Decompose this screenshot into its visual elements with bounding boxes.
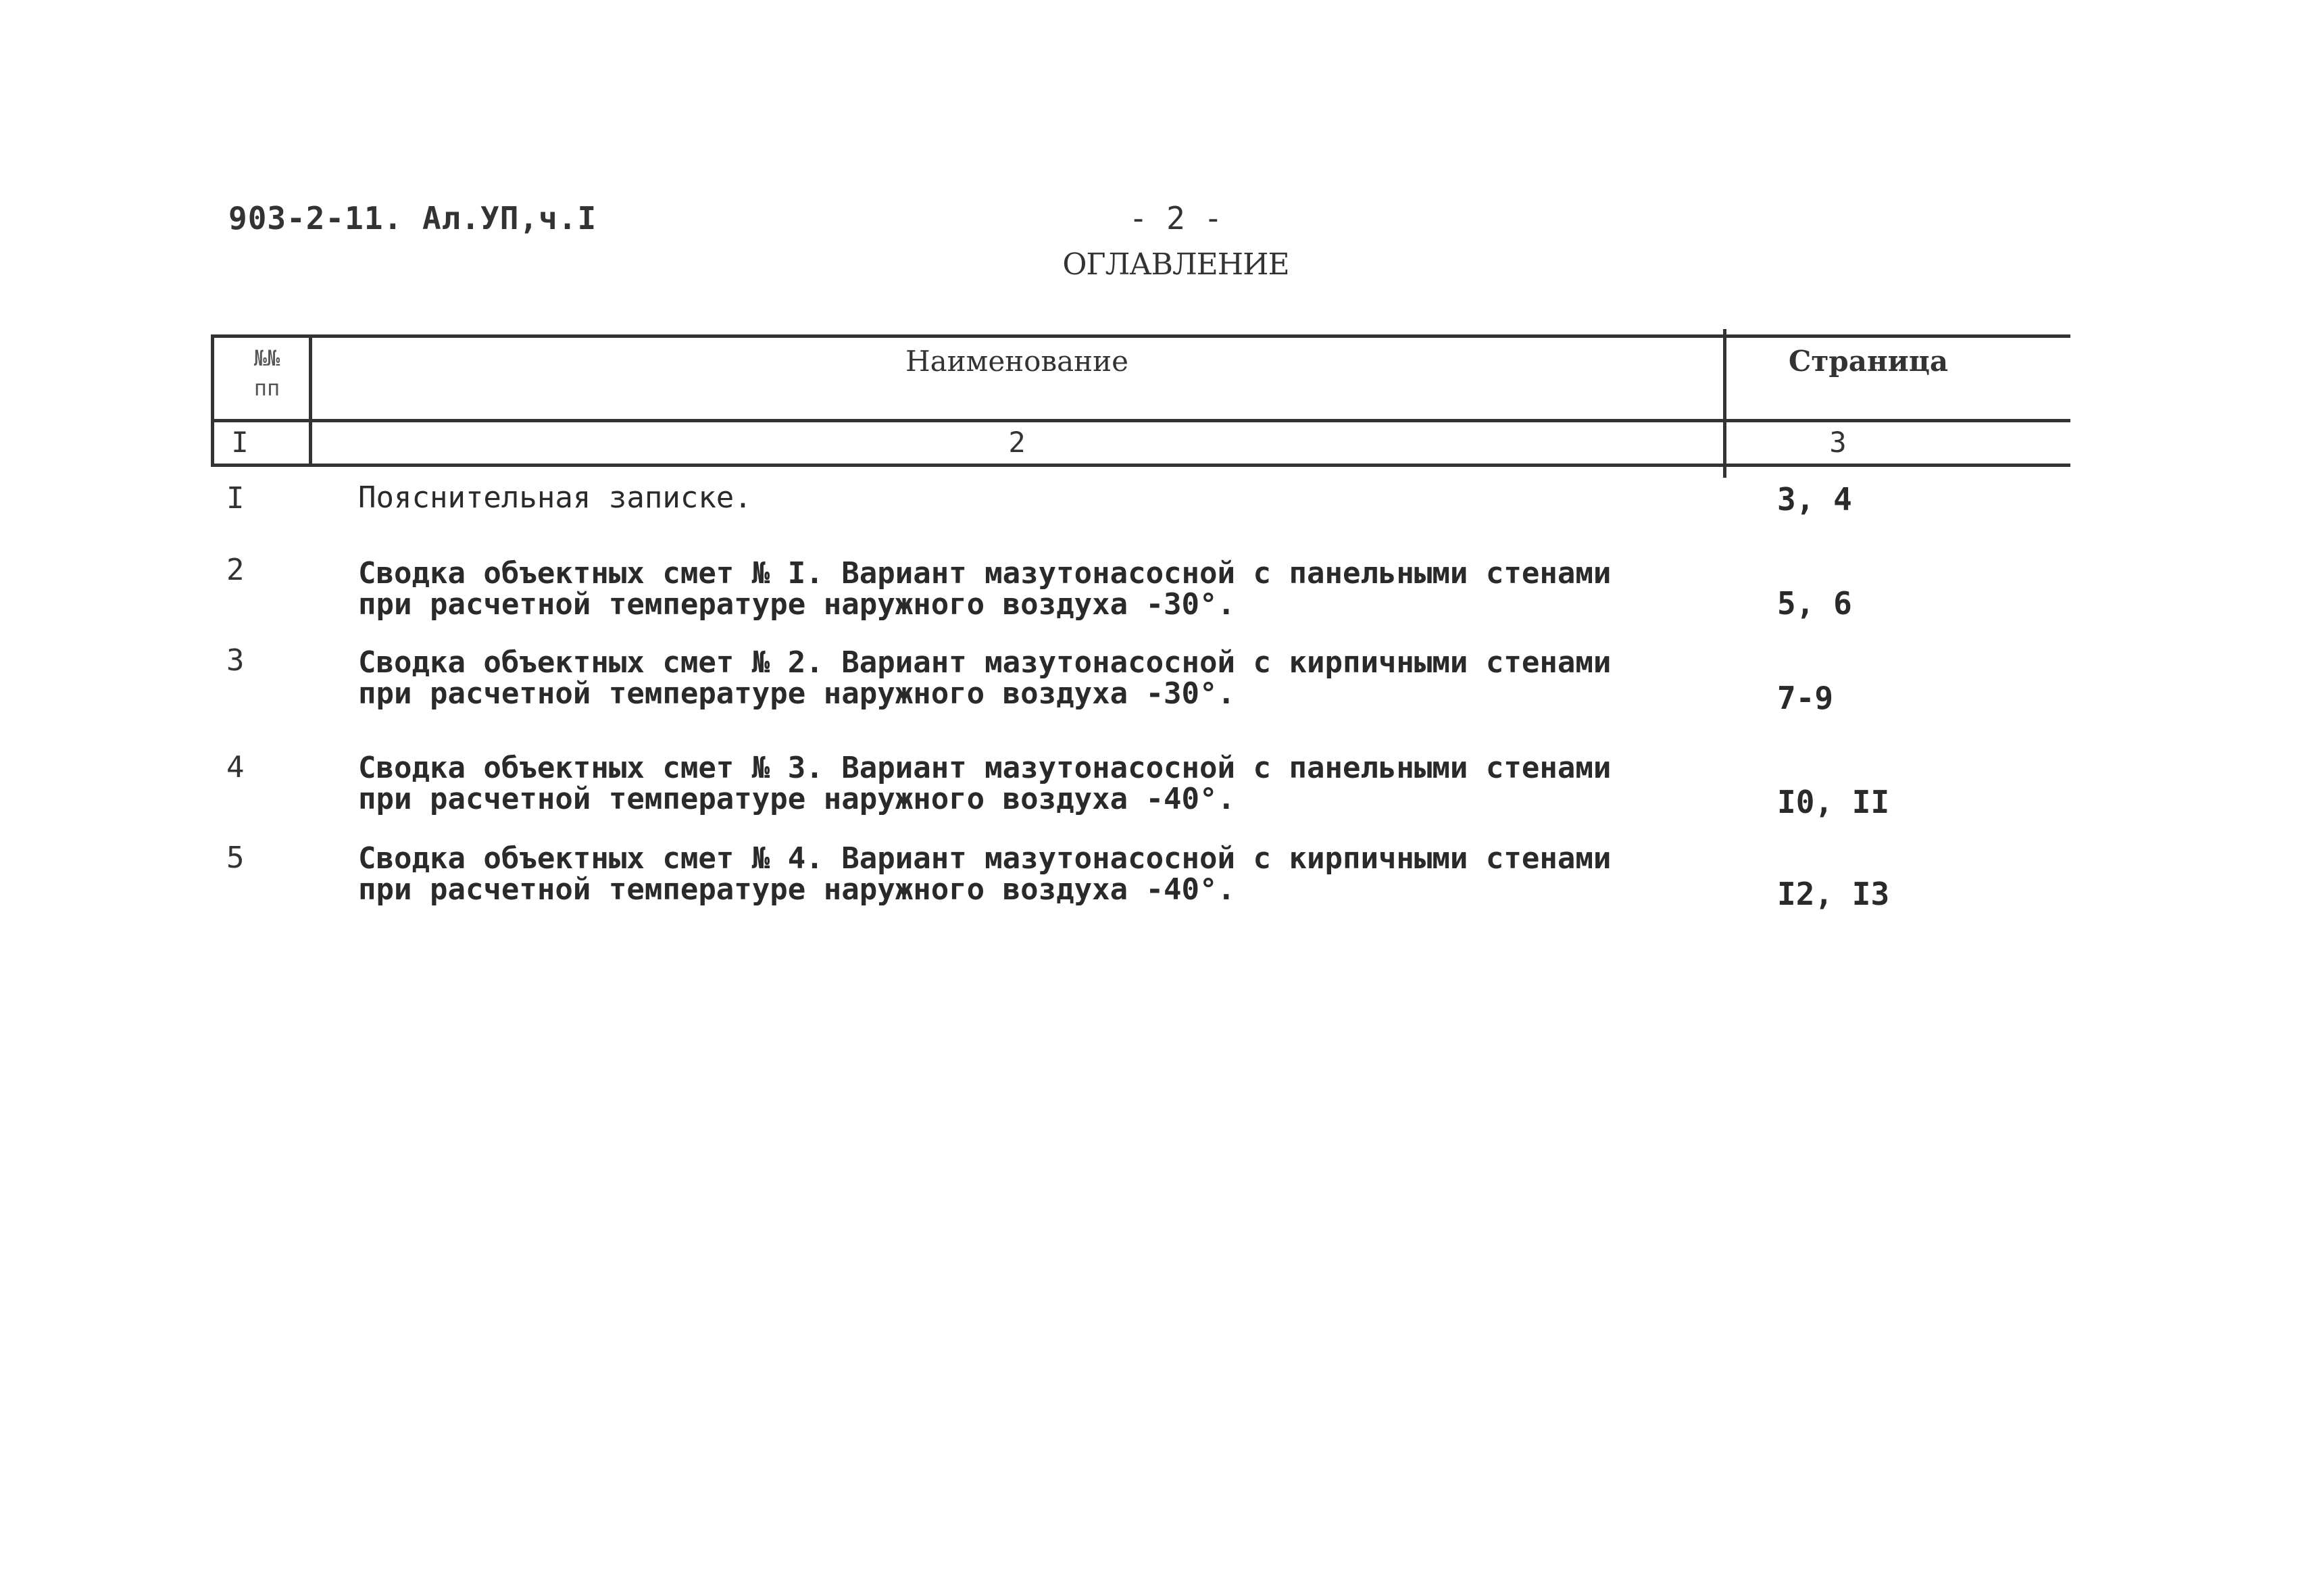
column-header-number [226, 343, 307, 403]
row-title-line: Сводка объектных смет № I. Вариант мазутонасосной с панельными стенами [358, 556, 1612, 591]
page-number: - 2 - [1128, 200, 1223, 236]
row-number: 4 [226, 750, 245, 784]
row-page: I2, I3 [1777, 876, 1890, 912]
row-page: I0, II [1777, 784, 1890, 820]
row-title [358, 753, 1676, 815]
row-number: 3 [226, 643, 245, 678]
table-left-border [211, 334, 214, 467]
table-header-bottom-border [211, 464, 2070, 467]
row-page: 7-9 [1777, 680, 1834, 716]
row-title-line: при расчетной температуре наружного воздуха -30°. [358, 587, 1236, 622]
row-title [358, 558, 1676, 620]
column-number-2: 2 [1008, 426, 1026, 459]
row-title-line: Сводка объектных смет № 4. Вариант мазутонасосной с кирпичными стенами [358, 841, 1612, 876]
row-number: 2 [226, 553, 245, 587]
row-title [358, 647, 1676, 709]
row-title-line: при расчетной температуре наружного воздуха -30°. [358, 676, 1236, 711]
row-title-line: при расчетной температуре наружного воздуха -40°. [358, 872, 1236, 907]
column-header-name: Наименование [905, 345, 1128, 378]
row-page: 5, 6 [1777, 585, 1852, 622]
column-header-number-line-1: №№ [253, 345, 280, 371]
table-top-border [211, 334, 2070, 338]
row-page: 3, 4 [1777, 481, 1852, 518]
row-title [358, 482, 1676, 514]
column-header-page: Страница [1788, 345, 1949, 378]
page-title: ОГЛАВЛЕНИЕ [1062, 247, 1289, 282]
row-title-line: Пояснительная записке. [358, 480, 752, 515]
row-number: 5 [226, 841, 245, 875]
row-number: I [226, 481, 245, 516]
table-header-divider [211, 419, 2070, 422]
row-title-line: при расчетной температуре наружного воздуха -40°. [358, 782, 1236, 816]
row-title [358, 843, 1676, 905]
row-title-line: Сводка объектных смет № 3. Вариант мазутонасосной с панельными стенами [358, 751, 1612, 785]
column-number-3: 3 [1829, 426, 1847, 459]
document-code: 903-2-11. Ал.УП,ч.I [228, 200, 597, 236]
column-header-number-line-2: пп [253, 375, 280, 401]
column-number-1: I [231, 426, 249, 459]
row-title-line: Сводка объектных смет № 2. Вариант мазутонасосной с кирпичными стенами [358, 645, 1612, 680]
